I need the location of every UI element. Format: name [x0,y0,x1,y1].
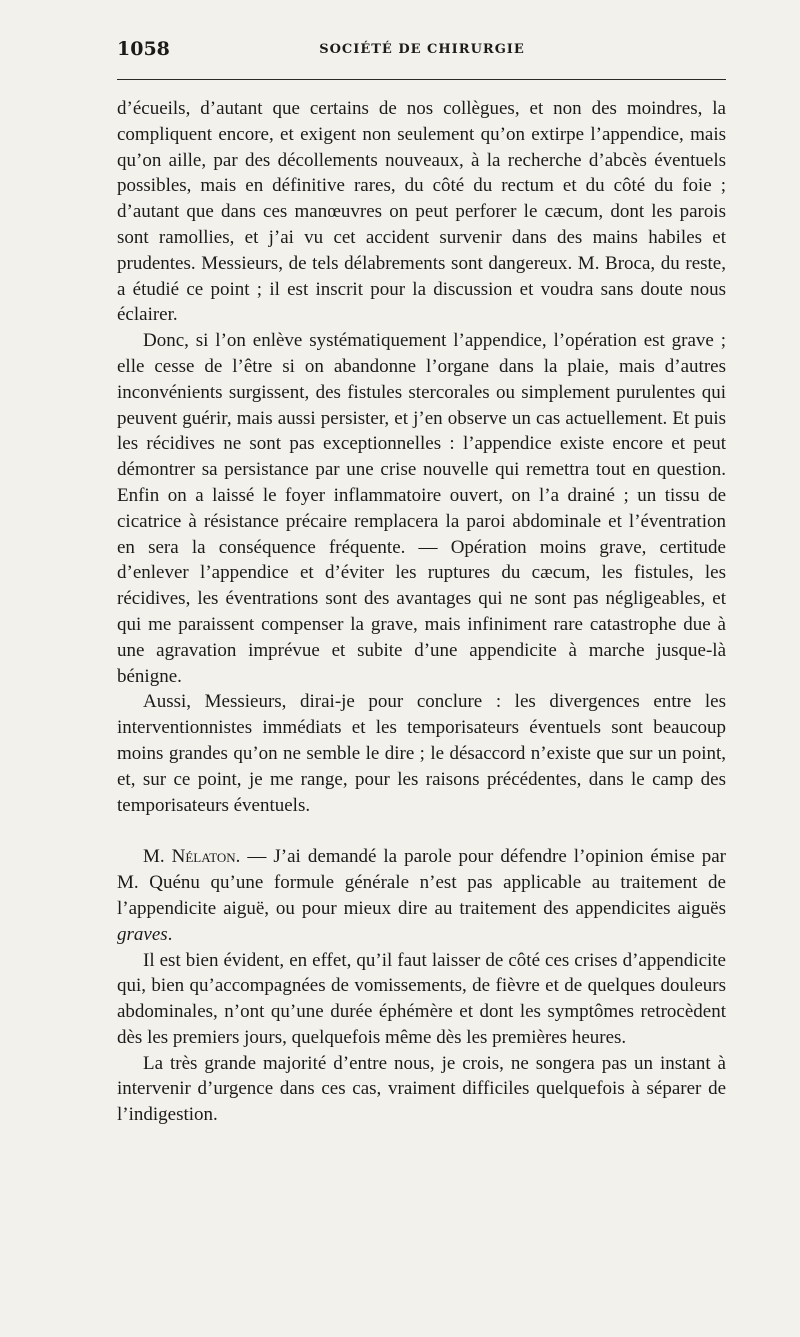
speaker-text: — J’ai demandé la parole pour défendre l’opinion émise par M. Quénu qu’une formule générale n’est pas applicable au traitement de l’appendicite aiguë, ou pour mieux dire au traitement des appendicites aiguës [117,846,726,919]
running-title: SOCIÉTÉ DE CHIRURGIE [319,42,525,57]
paragraph-2: Donc, si l’on enlève systématiquement l’appendice, l’opération est grave ; elle cesse de l’être si on abandonne l’organe dans la plaie, mais d’autres inconvénients surgissent, des fistules stercorales ou simplement purulentes qui peuvent guérir, mais aussi persister, et j’en observe un cas actuellement. Et puis les récidives ne sont pas exceptionnelles : l’appendice existe encore et peut démontrer sa persistance par une crise nouvelle qui remettra tout en question. Enfin on a laissé le foyer inflammatoire ouvert, on l’a drainé ; un tissu de cicatrice à résistance précaire remplacera la paroi abdominale et l’éventration en sera la conséquence fréquente. — Opération moins grave, certitude d’enlever l’appendice et d’éviter les ruptures du cæcum, les fistules, les récidives, les éventrations sont des avantages qui ne sont pas négligeables, et qui me paraissent compenser la grave, mais infiniment rare catastrophe due à une agravation imprévue et subite d’une appendicite à marche jusque-là bénigne. [117,330,726,687]
speaker-italic: graves [117,923,168,945]
page-number: 1058 [117,38,170,60]
speaker-name: Nélaton. [171,846,241,868]
speaker-paragraph [117,844,726,947]
paragraph-5: La très grande majorité d’entre nous, je crois, ne songera pas un instant à intervenir d’urgence dans ces cas, vraiment difficiles quelquefois à séparer de l’indigestion. [117,1052,726,1126]
paragraph-1: d’écueils, d’autant que certains de nos collègues, et non des moindres, la compliquent encore, et exigent non seulement qu’on extirpe l’appendice, mais qu’on aille, par des décollements nouveaux, à la recherche d’abcès éventuels possibles, mais en définitive rares, du côté du rectum et du côté du foie ; d’autant que dans ces manœuvres on peut perforer le cæcum, dont les parois sont ramollies, et j’ai vu cet accident survenir dans des mains habiles et prudentes. Messieurs, de tels délabrements sont dangereux. M. Broca, du reste, a étudié ce point ; il est inscrit pour la discussion et voudra sans doute nous éclairer. [117,98,726,326]
paragraph-4: Il est bien évident, en effet, qu’il faut laisser de côté ces crises d’appendicite qui, bien qu’accompagnées de vomissements, de fièvre et de quelques douleurs abdominales, n’ont qu’une durée éphémère et dont les symptômes retrocèdent dès les premiers jours, quelquefois même dès les premières heures. [117,949,726,1048]
speaker-text-end: . [167,923,173,945]
body-text [117,96,726,1128]
paragraph-3: Aussi, Messieurs, dirai-je pour conclure : les divergences entre les interventionnistes immédiats et les temporisateurs éventuels sont beaucoup moins grandes qu’on ne semble le dire ; le désaccord n’existe que sur un point, et, sur ce point, je me range, pour les raisons précédentes, dans le camp des temporisateurs éventuels. [117,691,726,816]
speaker-prefix: M. [143,846,165,868]
page-header [117,38,727,68]
header-rule [117,79,726,80]
